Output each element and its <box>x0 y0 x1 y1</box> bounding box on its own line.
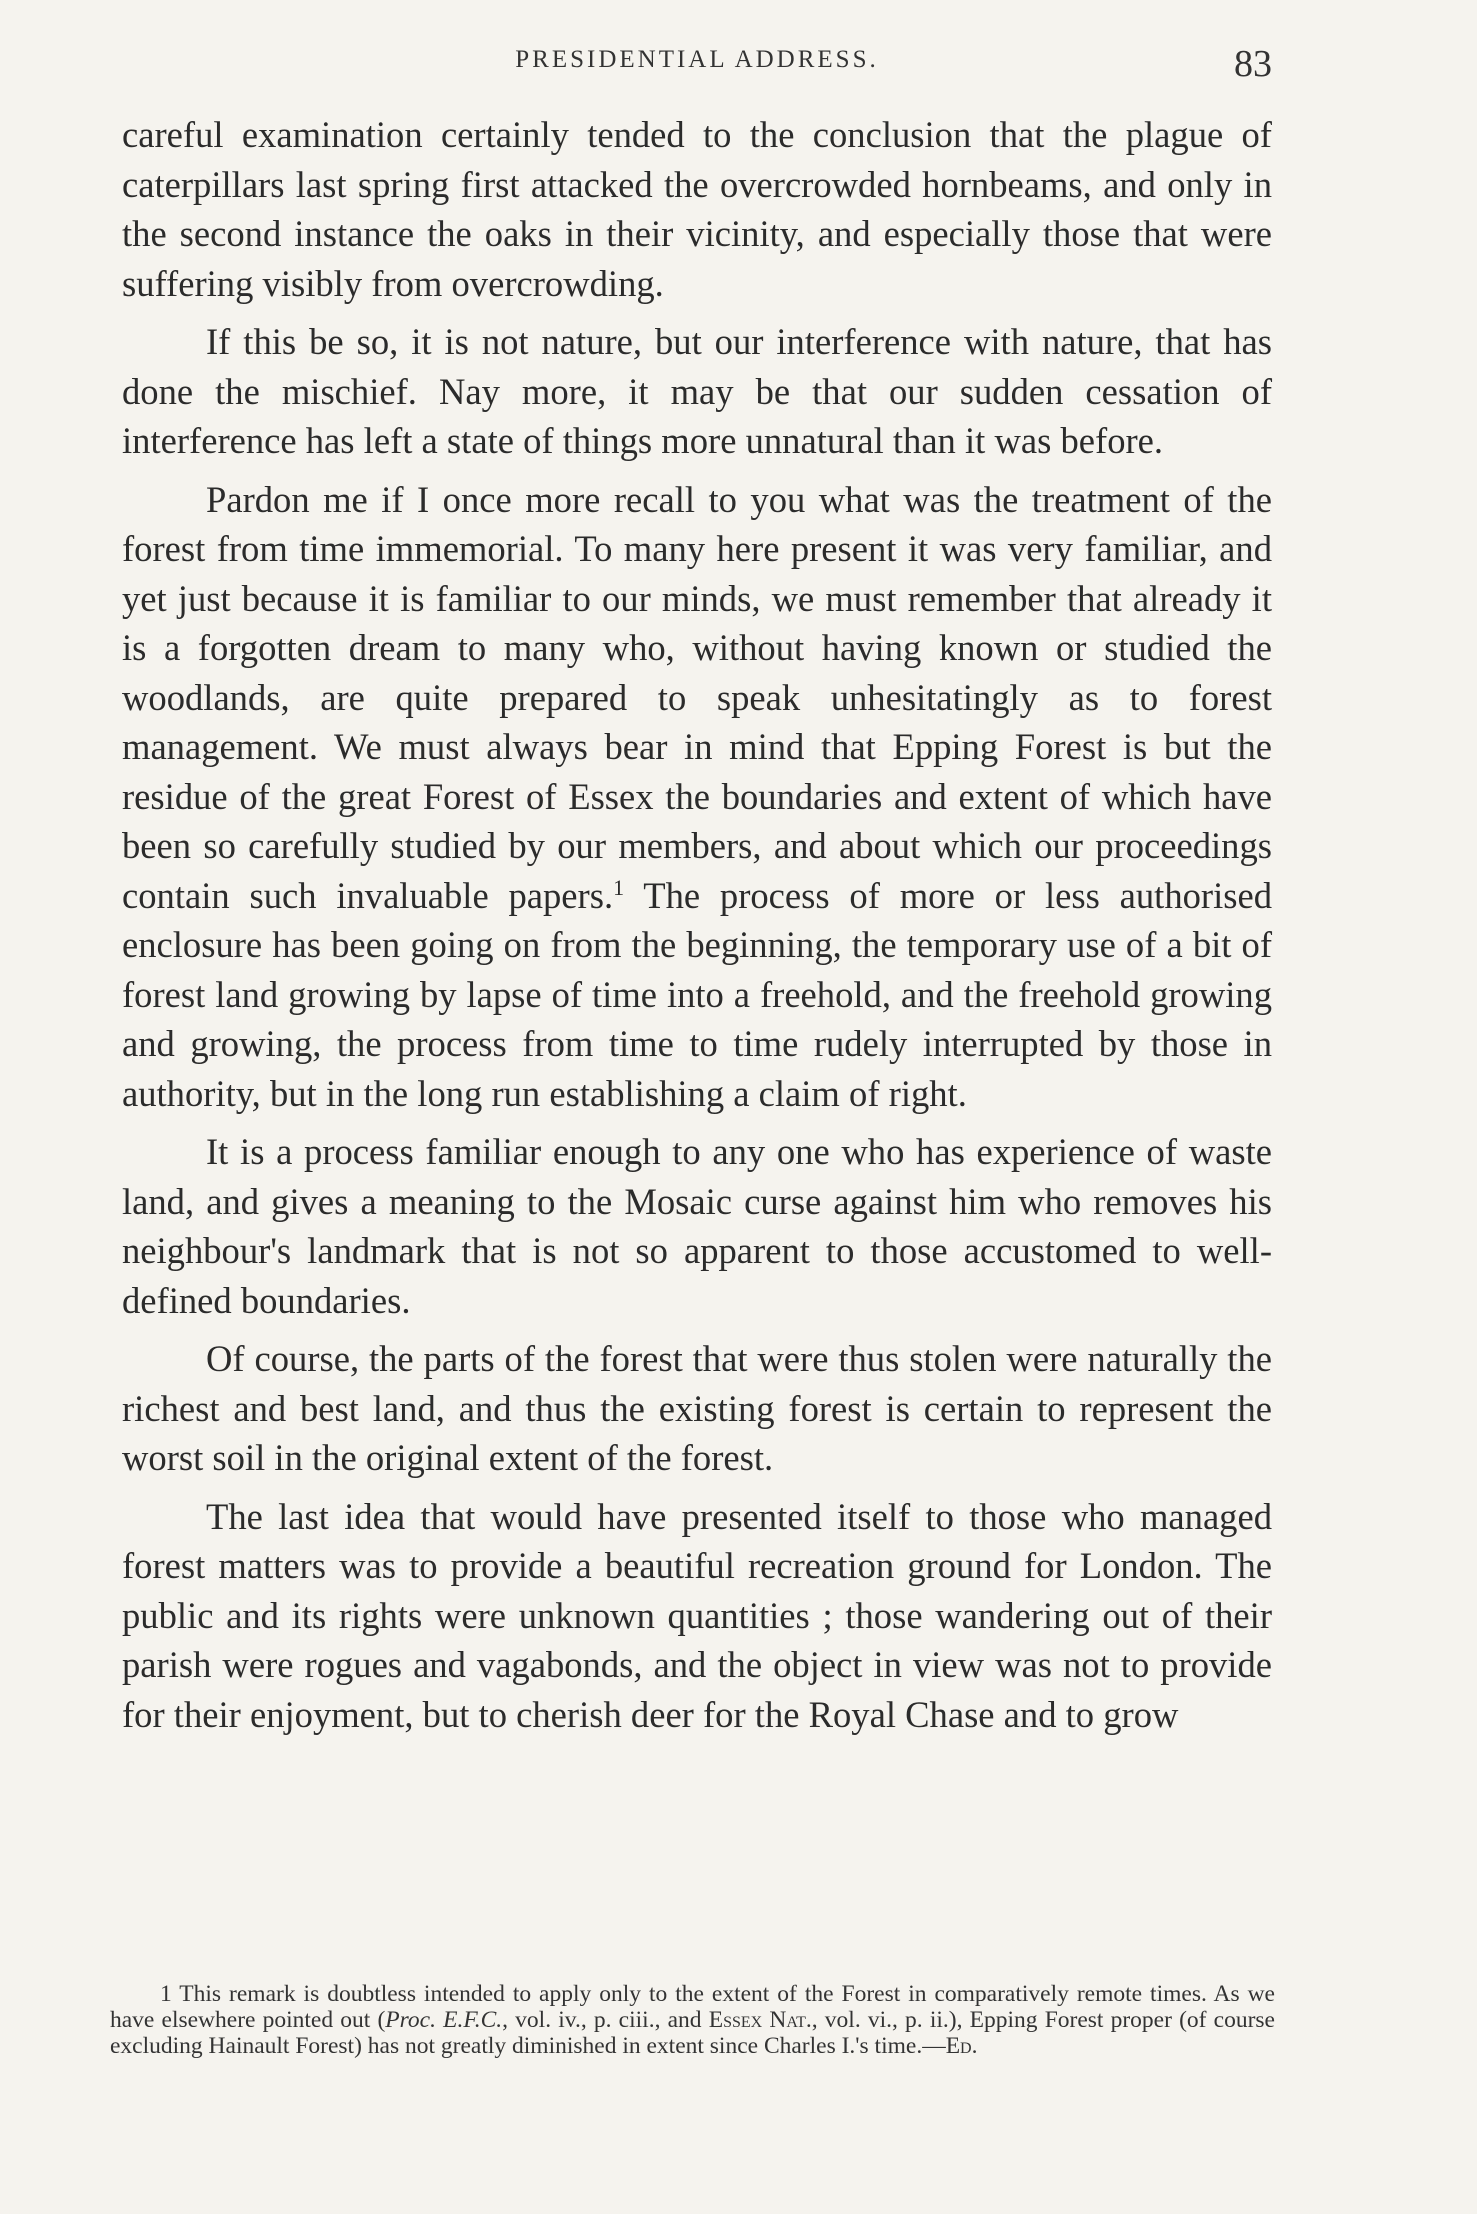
footnote-reference: 1 <box>613 874 625 900</box>
footnote-citation-essex: Essex Nat. <box>708 2007 812 2033</box>
paragraph-3 <box>122 475 1272 1119</box>
running-head <box>122 42 1272 85</box>
footnote-text-part3: , vol. vi., p. ii.), Epping Forest proper (of course excluding Hainault Forest) has not greatly diminished in extent since Charles I.'s time.— <box>110 2007 1275 2059</box>
footnote-marker: 1 <box>160 1981 172 2007</box>
footnote-text-part1: This remark is doubtless intended to apply only to the extent of the Forest in comparatively remote times. As we have elsewhere pointed out ( <box>110 1981 1275 2033</box>
footnote <box>110 1981 1275 2059</box>
paragraph-3-text: Pardon me if I once more recall to you what was the treatment of the forest from time immemorial. To many here present it was very familiar, and yet just because it is familiar to our minds, we must remember that already it is a forgotten dream to many who, without having known or studied the woodlands, are quite prepared to speak unhesitatingly as to forest management. We must always bear in mind that Epping Forest is but the residue of the great Forest of Essex the boundaries and extent of which have been so carefully studied by our members, and about which our proceedings contain such invaluable papers. <box>122 478 1272 916</box>
footnote-text <box>110 1981 1275 2059</box>
paragraph-5: Of course, the parts of the forest that were thus stolen were naturally the richest and best land, and thus the existing forest is certain to represent the worst soil in the original extent of the forest. <box>122 1338 1272 1478</box>
paragraph-4: It is a process familiar enough to any one who has experience of waste land, and gives a meaning to the Mosaic curse against him who removes his neighbour's landmark that is not so apparent to those accustomed to well-defined boundaries. <box>122 1131 1272 1321</box>
running-title: PRESIDENTIAL ADDRESS. <box>515 46 879 73</box>
footnote-citation-proc: Proc. E.F.C. <box>385 2007 503 2033</box>
body-text <box>122 110 1272 1748</box>
footnote-text-part2: , vol. iv., p. ciii., and <box>502 2007 709 2033</box>
paragraph-2: If this be so, it is not nature, but our interference with nature, that has done the mischief. Nay more, it may be that our sudden cessation of interference has left a state of things more unnatural than it was before. <box>122 321 1272 461</box>
paragraph-3-continuation: The process of more or less authorised enclosure has been going on from the beginning, the temporary use of a bit of forest land growing by lapse of time into a freehold, and the freehold growing and growing, the process from time to time rudely interrupted by those in authority, but in the long run establishing a claim of right. <box>122 874 1273 1114</box>
paragraph-6: The last idea that would have presented itself to those who managed forest matters was to provide a beautiful recreation ground for London. The public and its rights were unknown quantities ; those wandering out of their parish were rogues and vagabonds, and the object in view was not to provide for their enjoyment, but to cherish deer for the Royal Chase and to grow <box>122 1495 1272 1735</box>
page-number: 83 <box>1234 43 1272 85</box>
paragraph-1: careful examination certainly tended to the conclusion that the plague of caterpillars last spring first attacked the overcrowded hornbeams, and only in the second instance the oaks in their vicinity, and especially those that were suffering visibly from overcrowding. <box>122 114 1272 304</box>
footnote-editor-mark: Ed. <box>945 2033 978 2059</box>
